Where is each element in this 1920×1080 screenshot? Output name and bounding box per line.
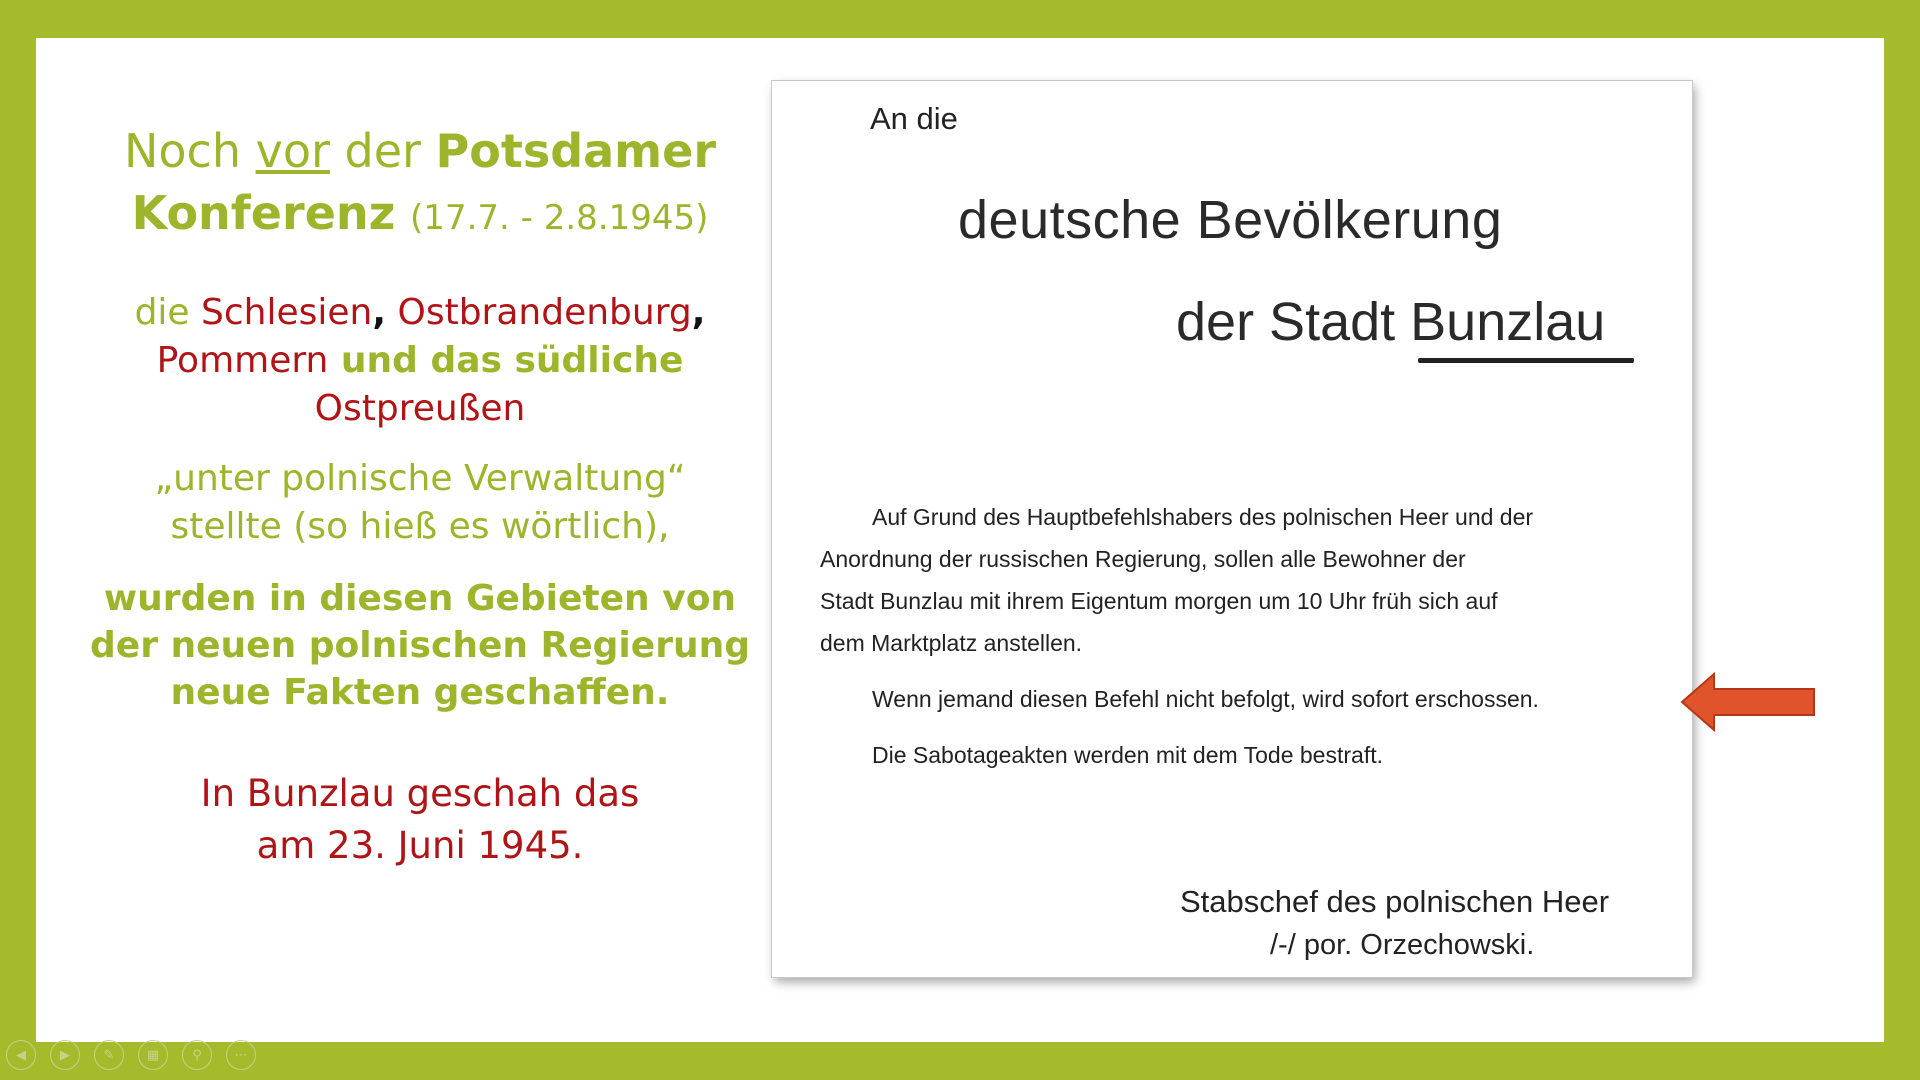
pen-icon[interactable]: ✎: [94, 1040, 124, 1070]
more-icon[interactable]: ⋯: [226, 1040, 256, 1070]
title-text: Noch: [123, 124, 256, 178]
slideshow-toolbar: [6, 1040, 256, 1072]
text: die: [134, 292, 202, 333]
bunzlau-line: In Bunzlau geschah das: [200, 772, 640, 815]
facts-line: der neuen polnischen Regierung: [90, 625, 750, 666]
document-line: Wenn jemand diesen Befehl nicht befolgt, wird sofort erschossen.: [872, 686, 1539, 712]
title-underlined: vor: [255, 124, 330, 178]
region-name: Ostbrandenburg: [386, 292, 692, 333]
facts-line: neue Fakten geschaffen.: [170, 672, 670, 713]
document-address: An die: [870, 101, 958, 136]
red-arrow-icon: [1680, 672, 1816, 732]
scanned-document: [772, 81, 1692, 977]
previous-icon[interactable]: ◀: [6, 1040, 36, 1070]
title-dates: (17.7. - 2.8.1945): [410, 198, 709, 238]
region-name: Schlesien: [201, 292, 373, 333]
document-signature: Stabschef des polnischen Heer: [1180, 884, 1610, 919]
document-heading: der Stadt Bunzlau: [1176, 292, 1606, 352]
slides-icon[interactable]: ▦: [138, 1040, 168, 1070]
document-heading: deutsche Bevölkerung: [958, 190, 1503, 250]
title-bold: Konferenz: [131, 186, 396, 240]
text: und das südliche: [328, 340, 684, 381]
document-line: Die Sabotageakten werden mit dem Tode bestraft.: [872, 742, 1383, 768]
bunzlau-line: am 23. Juni 1945.: [256, 824, 584, 867]
text: ,: [691, 292, 706, 333]
document-line: Anordnung der russischen Regierung, sollen alle Bewohner der: [820, 546, 1466, 572]
slide-text: [60, 120, 780, 909]
title-bold: Potsdamer: [435, 124, 717, 178]
quote-line: „unter polnische Verwaltung“: [154, 458, 686, 499]
slide-title: [60, 120, 780, 249]
regions-paragraph: [60, 289, 780, 433]
document-body: [820, 496, 1640, 776]
facts-line: wurden in diesen Gebieten von: [103, 578, 737, 619]
document-line: Stadt Bunzlau mit ihrem Eigentum morgen um 10 Uhr früh sich auf: [820, 588, 1498, 614]
quote-paragraph: [60, 455, 780, 551]
next-icon[interactable]: ▶: [50, 1040, 80, 1070]
text: ,: [372, 292, 387, 333]
heading-underline: [1418, 358, 1634, 363]
facts-paragraph: [60, 575, 780, 716]
document-signature: /-/ por. Orzechowski.: [1270, 929, 1535, 961]
region-name: Ostpreußen: [314, 388, 526, 429]
title-text: der: [329, 124, 436, 178]
bunzlau-paragraph: [60, 768, 780, 872]
quote-line: stellte (so hieß es wörtlich),: [170, 506, 670, 547]
document-line: Auf Grund des Hauptbefehlshabers des polnischen Heer und der: [872, 504, 1534, 530]
document-line: dem Marktplatz anstellen.: [820, 630, 1083, 656]
zoom-icon[interactable]: ⚲: [182, 1040, 212, 1070]
region-name: Pommern: [156, 340, 329, 381]
